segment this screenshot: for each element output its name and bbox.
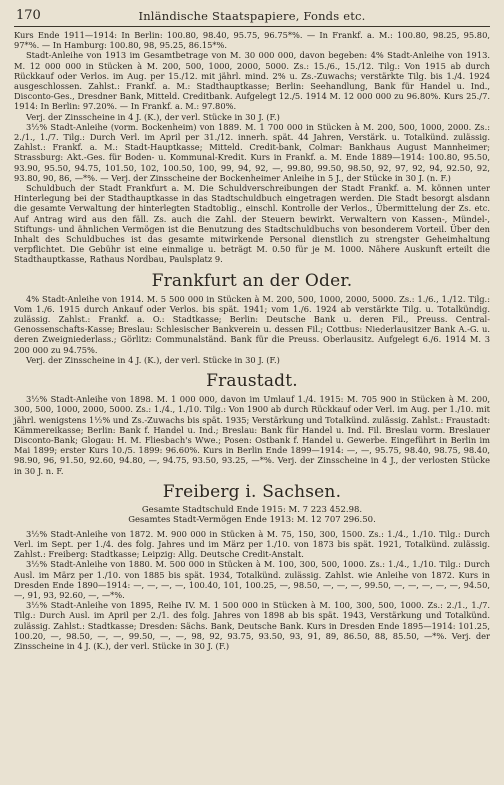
- section-title: Freiberg i. Sachsen.: [162, 481, 342, 502]
- text-paragraph: Verj. der Zinsscheine in 4 J. (K.), der verl. Stücke in 30 J. (F.): [26, 354, 280, 365]
- section-title: Fraustadt.: [206, 371, 298, 392]
- header-rule: [14, 26, 490, 27]
- text-paragraph: Verj. der Zinsscheine in 4 J. (K.), der verl. Stücke in 30 J. (F.): [26, 111, 280, 122]
- text-paragraph: Stadt-Anleihe von 1913 im Gesamtbetrage von M. 30 000 000, davon begeben: 4% Stadt-Anleihe von 1913. M. 12 000 000 in Stücken à M. 200, 500, 1000, 2000, 5000. Zs.: 15./6., 15./12. Tilg.: Von 1915 ab durch Rückkauf oder Verlos. im Aug. per 15./12. mit jährl. mind. 2% u. Zs.-Zuwachs; verstärkte Tilg. bis 1./4. 1924 ausgeschlossen. Zahlst.: Frankf. a. M.: Stadthauptkasse; Berlin: Seehandlung, Bank für Handel u. Ind., Disconto-Ges., Dresdner Bank, Mitteld. Creditbank. Aufgelegt 12./5. 1914 M. 12 000 000 zu 96.80%. Kurs 25./7. 1914: In Berlin: 97.20%. — In Frankf. a. M.: 97.80%.: [14, 50, 490, 112]
- page-number: 170: [16, 8, 41, 23]
- section-summary-line: Gesamtes Stadt-Vermögen Ende 1913: M. 12 707 296.50.: [128, 515, 376, 526]
- page-body: [14, 30, 490, 651]
- running-title: Inländische Staatspapiere, Fonds etc.: [138, 9, 366, 23]
- section-title: Frankfurt an der Oder.: [151, 270, 353, 291]
- section-summary-line: Gesamte Stadtschuld Ende 1915: M. 7 223 452.98.: [141, 504, 363, 515]
- text-paragraph: 3½% Stadt-Anleihe von 1895, Reihe IV. M. 1 500 000 in Stücken à M. 100, 300, 500, 1000. Zs.: 2./1., 1./7. Tilg.: Durch Ausl. im April per 2./1. des folg. Jahres von 1898 ab bis spät. 1943, Verstärkung und Totalkünd. zulässig. Zahlst.: Stadtkasse; Dresden: Sächs. Bank, Deutsche Bank. Kurs in Dresden Ende 1895—1914: 101.25, 100.20, —, 98.50, —, —, 99.50, —, —, 98, 92, 93.75, 93.50, 93, 91, 89, 86.50, 88, 85.50, —*%. Verj. der Zinsscheine in 4 J. (K.), der verl. Stücke in 30 J. (F.): [14, 600, 490, 651]
- text-paragraph: 3½% Stadt-Anleihe von 1872. M. 900 000 in Stücken à M. 75, 150, 300, 1500. Zs.: 1./4., 1./10. Tilg.: Durch Verl. im Sept. per 1./4. des folg. Jahres und im März per 1./10. von 1873 bis spät. 1921, Totalkünd. zulässig. Zahlst.: Freiberg: Stadtkasse; Leipzig: Allg. Deutsche Credit-Anstalt.: [14, 528, 490, 560]
- text-paragraph: Kurs Ende 1911—1914: In Berlin: 100.80, 98.40, 95.75, 96.75*%. — In Frankf. a. M.: 100.80, 98.25, 95.80, 97*%. — In Hamburg: 100.80, 98, 95.25, 86.15*%.: [14, 30, 490, 51]
- text-paragraph: 4% Stadt-Anleihe von 1914. M. 5 500 000 in Stücken à M. 200, 500, 1000, 2000, 5000. Zs.: 1./6., 1./12. Tilg.: Vom 1./6. 1915 durch Ankauf oder Verlos. bis spät. 1941; vom 1./6. 1924 ab verstärkte Tilg. u. Totalkündig. zulässig. Zahlst.: Frankf. a. O.: Stadtkasse; Berlin: Deutsche Bank u. deren Fil., Preuss. Central-Genossenschafts-Kasse; Breslau: Schlesischer Bankverein u. dessen Fil.; Cottbus: Niederlausitzer Bank A.-G. u. deren Zweigniederlass.; Görlitz: Communalständ. Bank für die Preuss. Oberlausitz. Aufgelegt 6./6. 1914 M. 3 200 000 zu 94.75%.: [14, 293, 490, 355]
- running-head: [14, 6, 490, 26]
- text-paragraph: Schuldbuch der Stadt Frankfurt a. M. Die Schuldverschreibungen der Stadt Frankf. a. M. können unter Hinterlegung bei der Stadthauptkasse in das Stadtschuldbuch eingetragen werden. Die Stadt besorgt alsdann die gesamte Verwaltung der hinterlegten Stadtoblig., einschl. Kontrolle der Verlos., Übermittelung der Zs. etc. Auf Antrag wird aus den fäll. Zs. auch die Zahl. der Steuern bewirkt. Verwaltern von Kassen-, Mündel-, Stiftungs- und ähnlichen Vermögen ist die Benutzung des Stadtschuldbuchs von besonderem Vorteil. Über den Inhalt des Schuldbuches ist das gesamte mitwirkende Personal dienstlich zu strengster Geheimhaltung verpflichtet. Die Gebühr ist eine einmalige u. beträgt M. 0.50 für je M. 1000. Nähere Auskunft erteilt die Stadthauptkasse, Rathaus Nordbau, Paulsplatz 9.: [14, 183, 490, 265]
- text-paragraph: 3½% Stadt-Anleihe (vorm. Bockenheim) von 1889. M. 1 700 000 in Stücken à M. 200, 500, 1000, 2000. Zs.: 2./1., 1./7. Tilg.: Durch Verl. im April per 31./12. innerh. spät. 44 Jahren, Verstärk. u. Totalkünd. zulässig. Zahlst.: Frankf. a. M.: Stadt-Hauptkasse; Mitteld. Credit-bank, Colmar: Bankhaus August Mannheimer; Strassburg: Akt.-Ges. für Boden- u. Kommunal-Kredit. Kurs in Frankf. a. M. Ende 1889—1914: 100.80, 95.50, 93.90, 95.50, 94.75, 101.50, 102, 100.50, 100, 99, 94, 92, —, 99.80, 99.50, 98.50, 92, 97, 92, 94, 92.50, 92, 93.80, 90, 86, —*%. — Verj. der Zinsscheine der Bockenheimer Anleihe in 5 J., der Stücke in 30 J. (n. F.): [14, 121, 490, 183]
- text-paragraph: 3½% Stadt-Anleihe von 1898. M. 1 000 000, davon im Umlauf 1./4. 1915: M. 705 900 in Stücken à M. 200, 300, 500, 1000, 2000, 5000. Zs.: 1./4., 1./10. Tilg.: Von 1900 ab durch Rückkauf oder Verl. im Aug. per 1./10. mit jährl. wenigstens 1½% und Zs.-Zuwachs bis spät. 1935; Verstärkung und Totalkünd. zulässig. Zahlst.: Fraustadt: Kämmereikasse; Berlin: Bank f. Handel u. Ind.; Breslau: Bank für Handel u. Ind. Fil. Breslau vorm. Breslauer Disconto-Bank; Glogau: H. M. Fliesbach's Wwe.; Posen: Ostbank f. Handel u. Gewerbe. Eingeführt in Berlin im Mai 1899; erster Kurs 10./5. 1899: 96.60%. Kurs in Berlin Ende 1899—1914: —, —, 95.75, 98.40, 98.75, 98.40, 98.90, 96, 91.50, 92.60, 94.80, —, 94.75, 93.50, 93.25, —*%. Verj. der Zinsscheine in 4 J., der verlosten Stücke in 30 J. n. F.: [14, 394, 490, 476]
- text-paragraph: 3½% Stadt-Anleihe von 1880. M. 500 000 in Stücken à M. 100, 300, 500, 1000. Zs.: 1./4., 1./10. Tilg.: Durch Ausl. im März per 1./10. von 1885 bis spät. 1934, Totalkünd. zulässig. Zahlst. wie Anleihe von 1872. Kurs in Dresden Ende 1890—1914: —, —, —, —, 100.40, 101, 100.25, —, 98.50, —, —, —, 99.50, —, —, —, —, —, 94.50, —, 91, 93, 92.60, —, —*%.: [14, 559, 490, 600]
